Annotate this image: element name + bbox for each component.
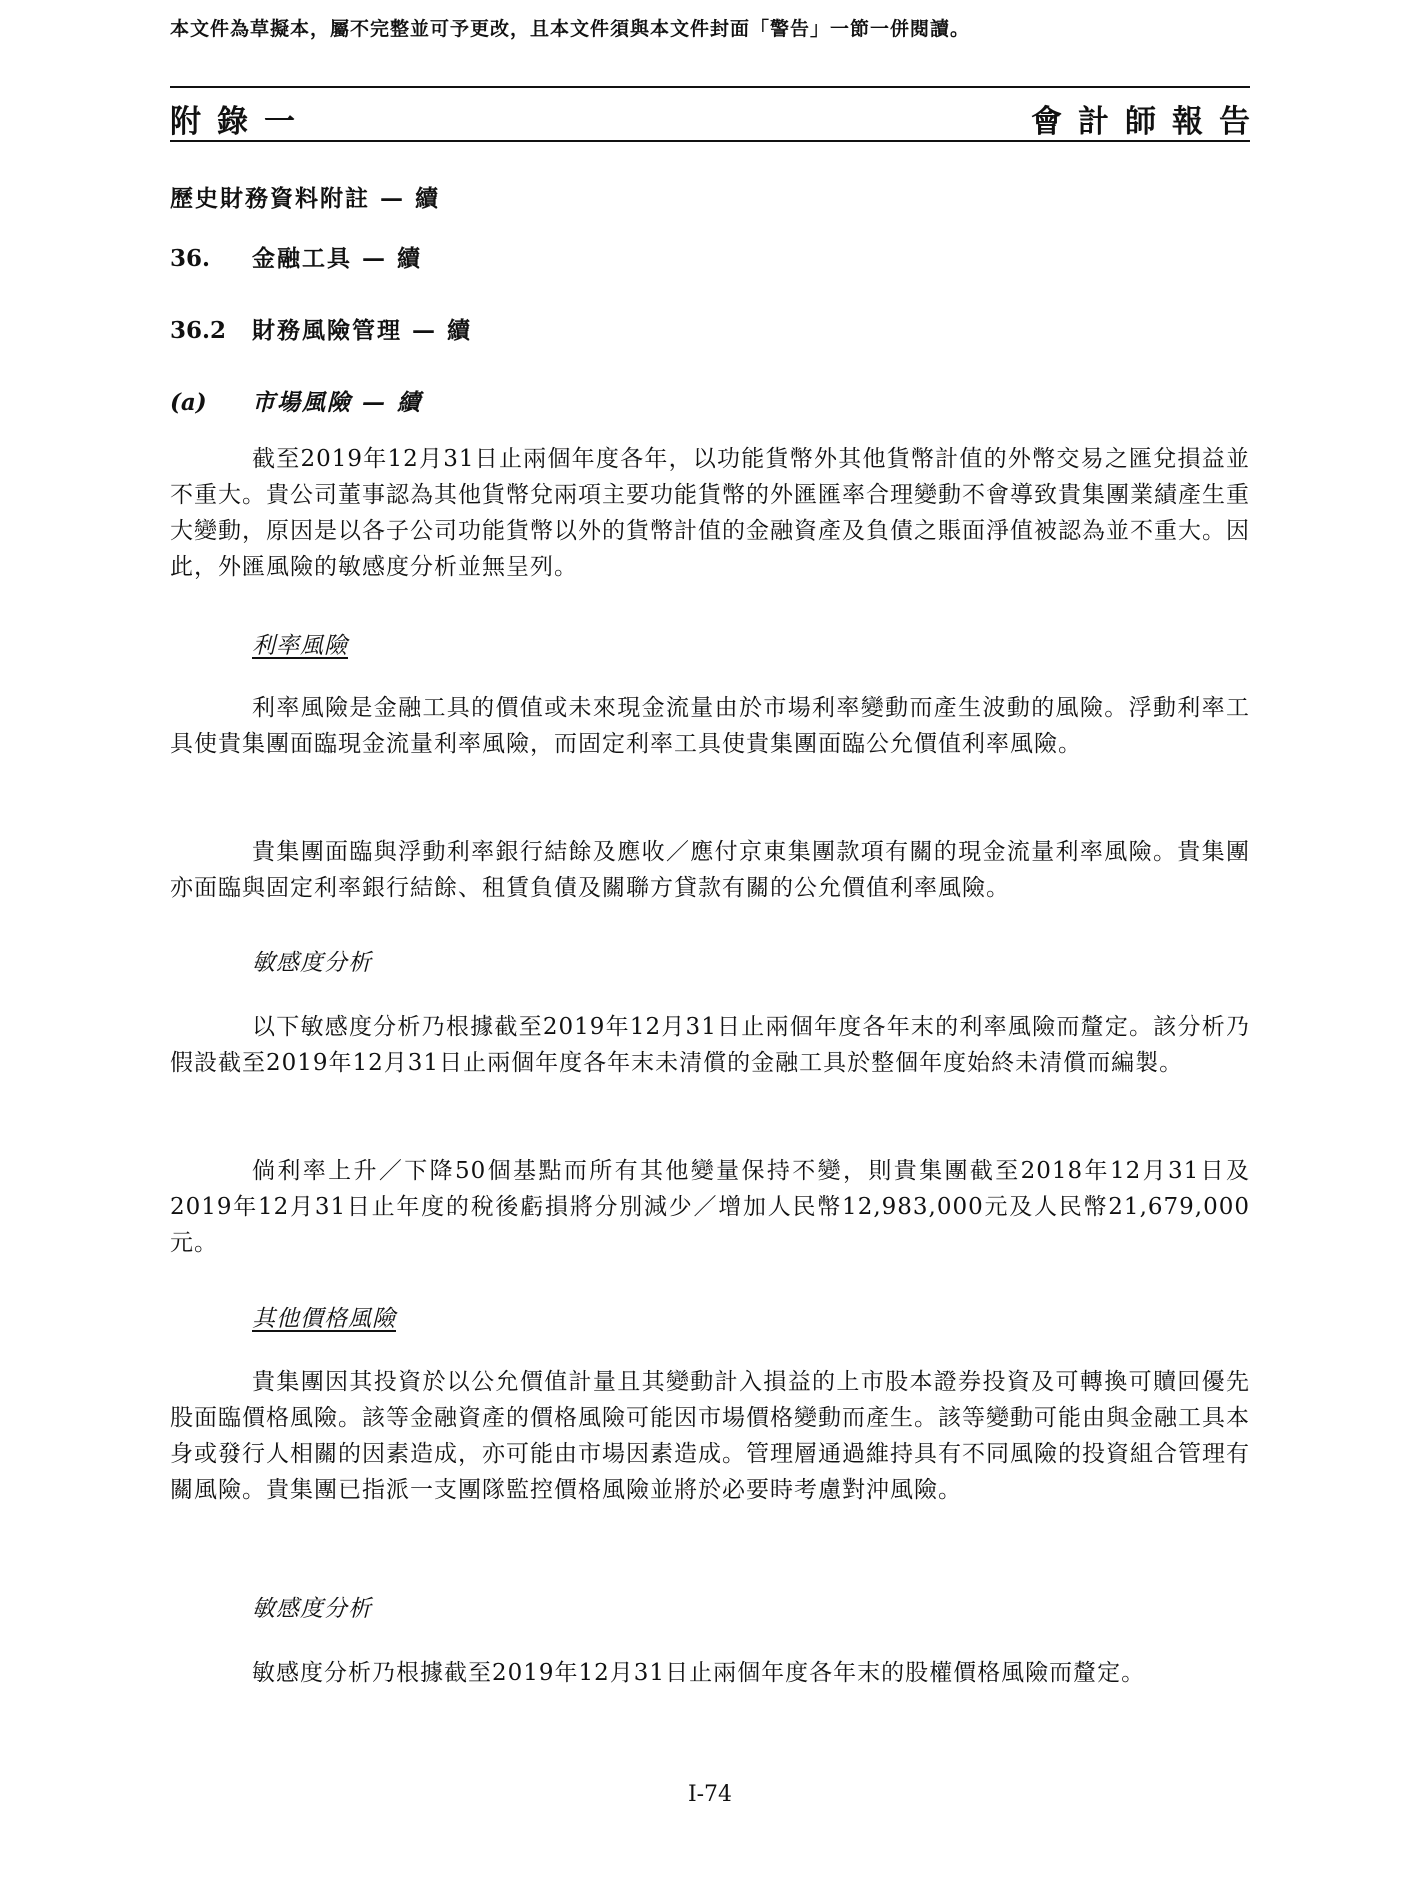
heading-number: (a): [170, 389, 207, 416]
subtitle-other-price-risk: 其他價格風險: [252, 1306, 396, 1332]
paragraph-fx-risk: 截至2019年12月31日止兩個年度各年，以功能貨幣外其他貨幣計值的外幣交易之匯兌損益並不重大。貴公司董事認為其他貨幣兌兩項主要功能貨幣的外匯匯率合理變動不會導致貴集團業績產生重大變動，原因是以各子公司功能貨幣以外的貨幣計值的金融資產及負債之賬面淨值被認為並不重大。因此，外匯風險的敏感度分析並無呈列。: [170, 446, 1250, 580]
heading-text: 財務風險管理 — 續: [252, 317, 473, 344]
draft-disclaimer: 本文件為草擬本，屬不完整並可予更改，且本文件須與本文件封面「警告」一節一併閱讀。: [170, 18, 971, 40]
paragraph-interest-rate-exposure: 貴集團面臨與浮動利率銀行結餘及應收／應付京東集團款項有關的現金流量利率風險。貴集團亦面臨與固定利率銀行結餘、租賃負債及關聯方貸款有關的公允價值利率風險。: [170, 839, 1250, 901]
subtitle-interest-rate-risk: 利率風險: [252, 633, 348, 659]
header-rule-bottom: [170, 140, 1250, 142]
header-rule-top: [170, 86, 1250, 88]
heading-text: 市場風險 — 續: [252, 389, 423, 416]
page-number: I-74: [687, 1782, 733, 1807]
heading-a: [170, 384, 422, 417]
report-title: 會計師報告: [1031, 104, 1266, 140]
subtitle-sensitivity-analysis-2: 敏感度分析: [252, 1596, 372, 1622]
heading-36: [170, 240, 422, 273]
paragraph-equity-sensitivity: 敏感度分析乃根據截至2019年12月31日止兩個年度各年末的股權價格風險而釐定。: [252, 1660, 1146, 1686]
heading-number: 36.2: [170, 317, 227, 344]
subtitle-sensitivity-analysis: 敏感度分析: [252, 950, 372, 976]
page-header: [170, 96, 1266, 140]
heading-36-2: [170, 312, 472, 345]
section-title: 歷史財務資料附註 — 續: [170, 185, 441, 212]
paragraph-sensitivity-result: 倘利率上升／下降50個基點而所有其他變量保持不變，則貴集團截至2018年12月31日及2019年12月31日止年度的稅後虧損將分別減少／增加人民幣12,983,000元及人民幣21,679,000元。: [170, 1158, 1250, 1256]
heading-number: 36.: [170, 245, 211, 272]
paragraph-interest-rate-definition: 利率風險是金融工具的價值或未來現金流量由於市場利率變動而產生波動的風險。浮動利率工具使貴集團面臨現金流量利率風險，而固定利率工具使貴集團面臨公允價值利率風險。: [170, 695, 1250, 757]
document-page: [170, 0, 1266, 1881]
appendix-label: 附錄一: [170, 104, 311, 140]
heading-text: 金融工具 — 續: [252, 245, 423, 272]
paragraph-sensitivity-basis: 以下敏感度分析乃根據截至2019年12月31日止兩個年度各年末的利率風險而釐定。該分析乃假設截至2019年12月31日止兩個年度各年末未清償的金融工具於整個年度始終未清償而編製。: [170, 1014, 1250, 1076]
paragraph-other-price-risk: 貴集團因其投資於以公允價值計量且其變動計入損益的上市股本證券投資及可轉換可贖回優先股面臨價格風險。該等金融資產的價格風險可能因市場價格變動而產生。該等變動可能由與金融工具本身或發行人相關的因素造成，亦可能由市場因素造成。管理層通過維持具有不同風險的投資組合管理有關風險。貴集團已指派一支團隊監控價格風險並將於必要時考慮對沖風險。: [170, 1369, 1250, 1503]
